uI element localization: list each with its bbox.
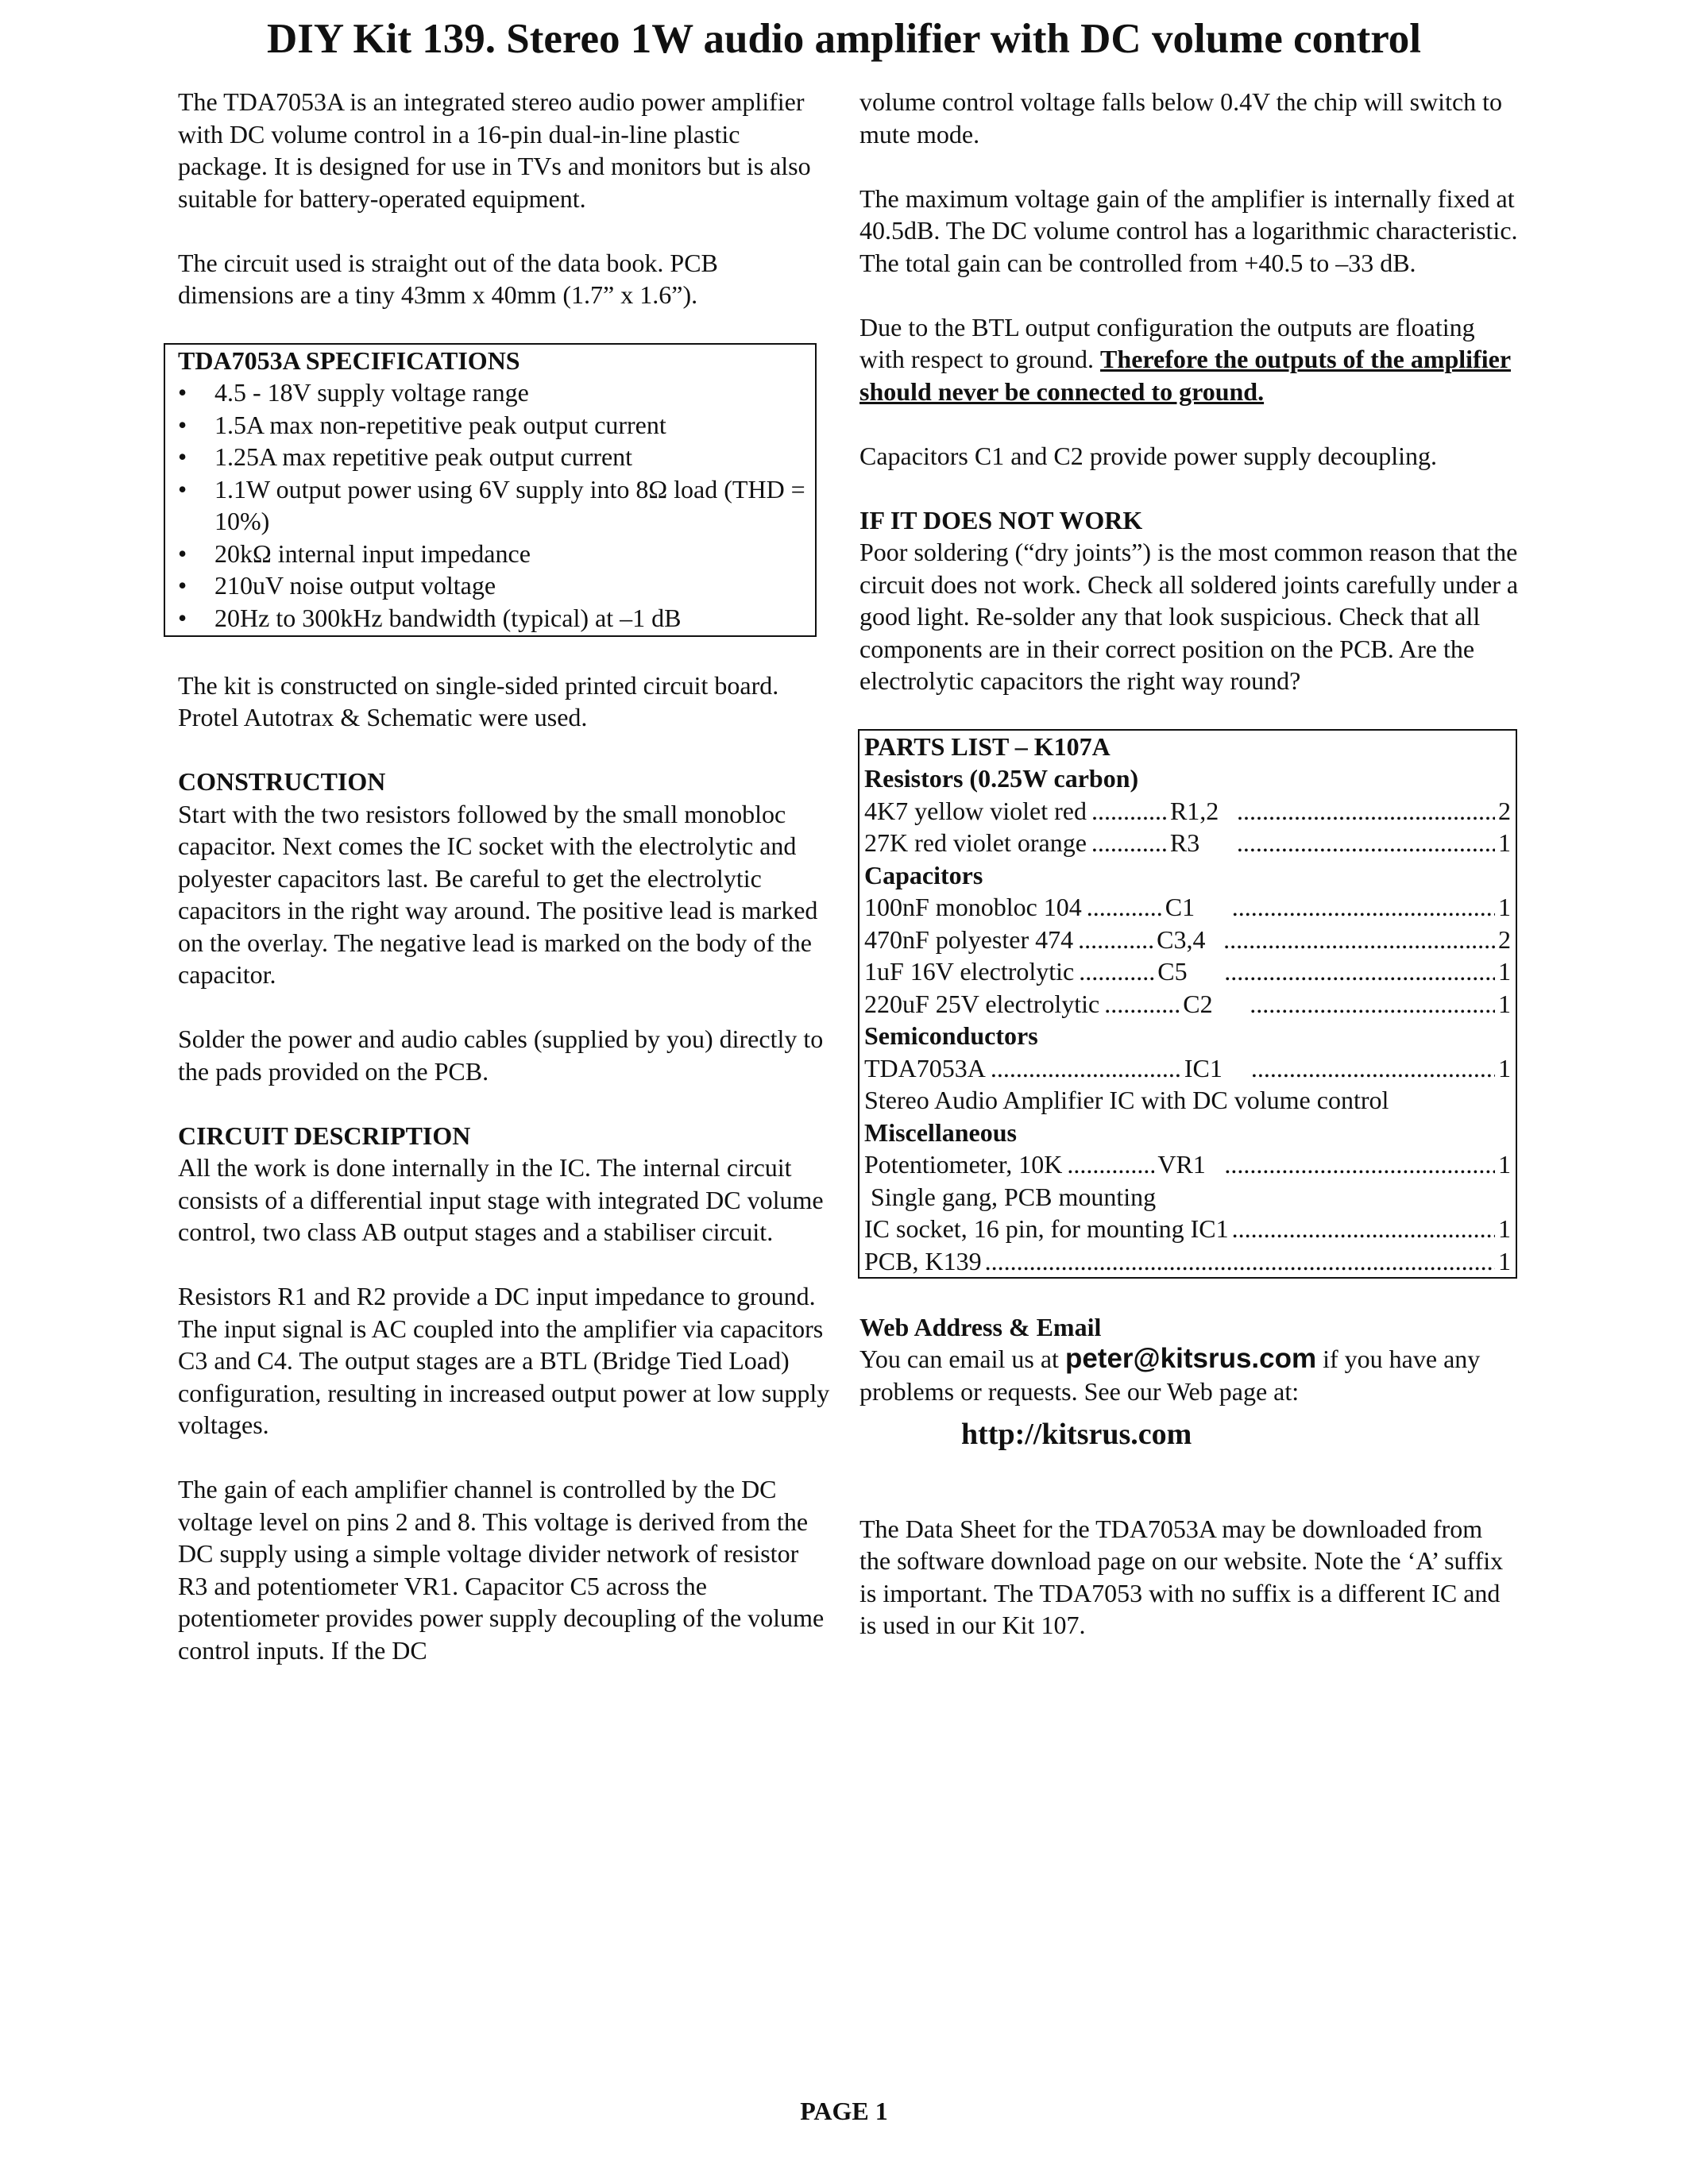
semiconductors-heading: Semiconductors [864,1021,1038,1050]
spec-item: • 210uV noise output voltage [178,569,815,602]
btl-text: Due to the BTL output configuration the outputs are floating with respect to ground. [859,312,1475,373]
website-link[interactable]: http://kitsrus.com [961,1418,1192,1451]
part-name: 100nF monobloc 104 [864,893,1082,921]
ground-warning: Therefore the outputs of the amplifier should never be connected to ground. [859,345,1512,406]
troubleshooting-heading: IF IT DOES NOT WORK [859,505,1143,534]
part-qty: 1 [1498,893,1511,921]
part-name: TDA7053A [864,1053,986,1082]
capacitors-heading: Capacitors [864,860,983,889]
part-name: 470nF polyester 474 [864,924,1074,954]
part-row [864,795,1511,828]
spec-item: • 20kΩ internal input impedance [178,538,815,570]
part-row [864,1245,1511,1278]
part-qty: 1 [1498,828,1511,857]
part-ref: C2 [1183,989,1213,1018]
part-name: Potentiometer, 10K [864,1150,1063,1179]
email-outro: if you have any problems or requests. See our Web page at: [859,1345,1481,1406]
part-qty: 1 [1498,957,1511,986]
part-ref: R1,2 [1169,796,1219,825]
part-ref: C5 [1157,957,1188,986]
specifications-heading: TDA7053A SPECIFICATIONS [178,345,520,375]
spec-item: • 1.1W output power using 6V supply into 8Ω load (THD = 10%) [178,473,815,538]
document-title: DIY Kit 139. Stereo 1W audio amplifier with DC volume control [266,16,1422,62]
part-name: 27K red violet orange [864,828,1087,857]
part-qty: 1 [1498,1214,1511,1243]
specifications-box [164,343,817,638]
part-row [864,827,1511,859]
part-name: PCB, K139 [864,1246,982,1275]
email-intro: You can email us at [859,1345,1065,1373]
spec-item: • 4.5 - 18V supply voltage range [178,376,815,409]
cables-paragraph: Solder the power and audio cables (supplied by you) directly to the pads provided on the PCB. [178,1024,824,1086]
part-ref: C1 [1165,893,1196,921]
part-qty: 1 [1498,1150,1511,1179]
decoupling-paragraph: Capacitors C1 and C2 provide power supply decoupling. [859,441,1437,470]
miscellaneous-heading: Miscellaneous [864,1117,1017,1147]
part-row [864,1148,1511,1181]
part-ref: VR1 [1157,1150,1206,1179]
mute-paragraph: volume control voltage falls below 0.4V the chip will switch to mute mode. [859,87,1503,149]
circuit-description-heading: CIRCUIT DESCRIPTION [178,1121,471,1150]
gain-control-paragraph: The gain of each amplifier channel is controlled by the DC voltage level on pins 2 and 8. This voltage is derived from the DC supply using a simple voltage divider network of resistor R3 and potentiometer VR1. Capacitor C5 across the potentiometer provides power supply decoupling of the volume control inputs. If the DC [178,1475,825,1665]
part-qty: 1 [1498,989,1511,1018]
part-row [864,1213,1511,1245]
circuit-paragraph: All the work is done internally in the IC. The internal circuit consists of a differential input stage with integrated DC volume control, two class AB output stages and a stabiliser circuit. [178,1153,824,1246]
kit-construction-paragraph: The kit is constructed on single-sided printed circuit board. Protel Autotrax & Schematic were used. [178,670,779,731]
btl-paragraph [859,311,1519,408]
part-qty: 1 [1498,1246,1511,1275]
web-address-heading: Web Address & Email [859,1312,1102,1341]
circuit-source-paragraph: The circuit used is straight out of the data book. PCB dimensions are a tiny 43mm x 40mm (1.7” x 1.6”). [178,248,718,309]
part-row [864,1052,1511,1085]
part-qty: 2 [1498,924,1511,954]
right-column [859,86,1519,1642]
intro-paragraph: The TDA7053A is an integrated stereo audio power amplifier with DC volume control in a 16-pin dual-in-line plastic package. It is designed for use in TVs and monitors but is also suitable for battery-operated equipment. [178,87,811,213]
input-paragraph: Resistors R1 and R2 provide a DC input impedance to ground. The input signal is AC coupled into the amplifier via capacitors C3 and C4. The output stages are a BTL (Bridge Tied Load) configuration, resulting in increased output power at low supply voltages. [178,1282,830,1439]
parts-list-box [858,729,1517,1279]
spec-item: • 1.5A max non-repetitive peak output current [178,409,815,442]
email-paragraph [859,1343,1519,1407]
part-ref: C3,4 [1157,924,1206,954]
specifications-list [178,376,815,634]
part-name: IC socket, 16 pin, for mounting IC1 [864,1214,1229,1243]
spec-item: • 20Hz to 300kHz bandwidth (typical) at –1 dB [178,602,815,635]
part-name: 220uF 25V electrolytic [864,989,1100,1018]
part-qty: 2 [1498,796,1511,825]
part-name: 4K7 yellow violet red [864,796,1087,825]
part-qty: 1 [1498,1053,1511,1082]
construction-heading: CONSTRUCTION [178,767,386,796]
spec-item: • 1.25A max repetitive peak output current [178,441,815,473]
troubleshooting-paragraph: Poor soldering (“dry joints”) is the most common reason that the circuit does not work. Check all soldered joints carefully under a good light. Re-solder any that look suspicious. Check that all components are in their correct position on the PCB. Are the electrolytic capacitors the right way round? [859,538,1519,695]
part-row [864,924,1511,956]
part-name: 1uF 16V electrolytic [864,957,1075,986]
part-row [864,955,1511,988]
potentiometer-description: Single gang, PCB mounting [871,1182,1157,1211]
email-address[interactable]: peter@kitsrus.com [1064,1343,1317,1374]
part-ref: IC1 [1184,1053,1223,1082]
voltage-gain-paragraph: The maximum voltage gain of the amplifier is internally fixed at 40.5dB. The DC volume control has a logarithmic characteristic. The total gain can be controlled from +40.5 to –33 dB. [859,183,1518,277]
page-number: PAGE 1 [800,2097,888,2125]
parts-list-title: PARTS LIST – K107A [864,731,1111,761]
left-column [178,86,833,1666]
part-row [864,891,1511,924]
construction-paragraph: Start with the two resistors followed by the small monobloc capacitor. Next comes the IC socket with the electrolytic and polyester capacitors last. Be careful to get the electrolytic capacitors in the right way around. The positive lead is marked on the overlay. The negative lead is marked on the body of the capacitor. [178,799,818,989]
part-row [864,988,1511,1021]
resistors-heading: Resistors (0.25W carbon) [864,764,1139,793]
semiconductor-description: Stereo Audio Amplifier IC with DC volume control [864,1086,1389,1114]
part-ref: R3 [1169,828,1200,857]
datasheet-paragraph: The Data Sheet for the TDA7053A may be downloaded from the software download page on our website. Note the ‘A’ suffix is important. The TDA7053 with no suffix is a different IC and is used in our Kit 107. [859,1514,1504,1639]
